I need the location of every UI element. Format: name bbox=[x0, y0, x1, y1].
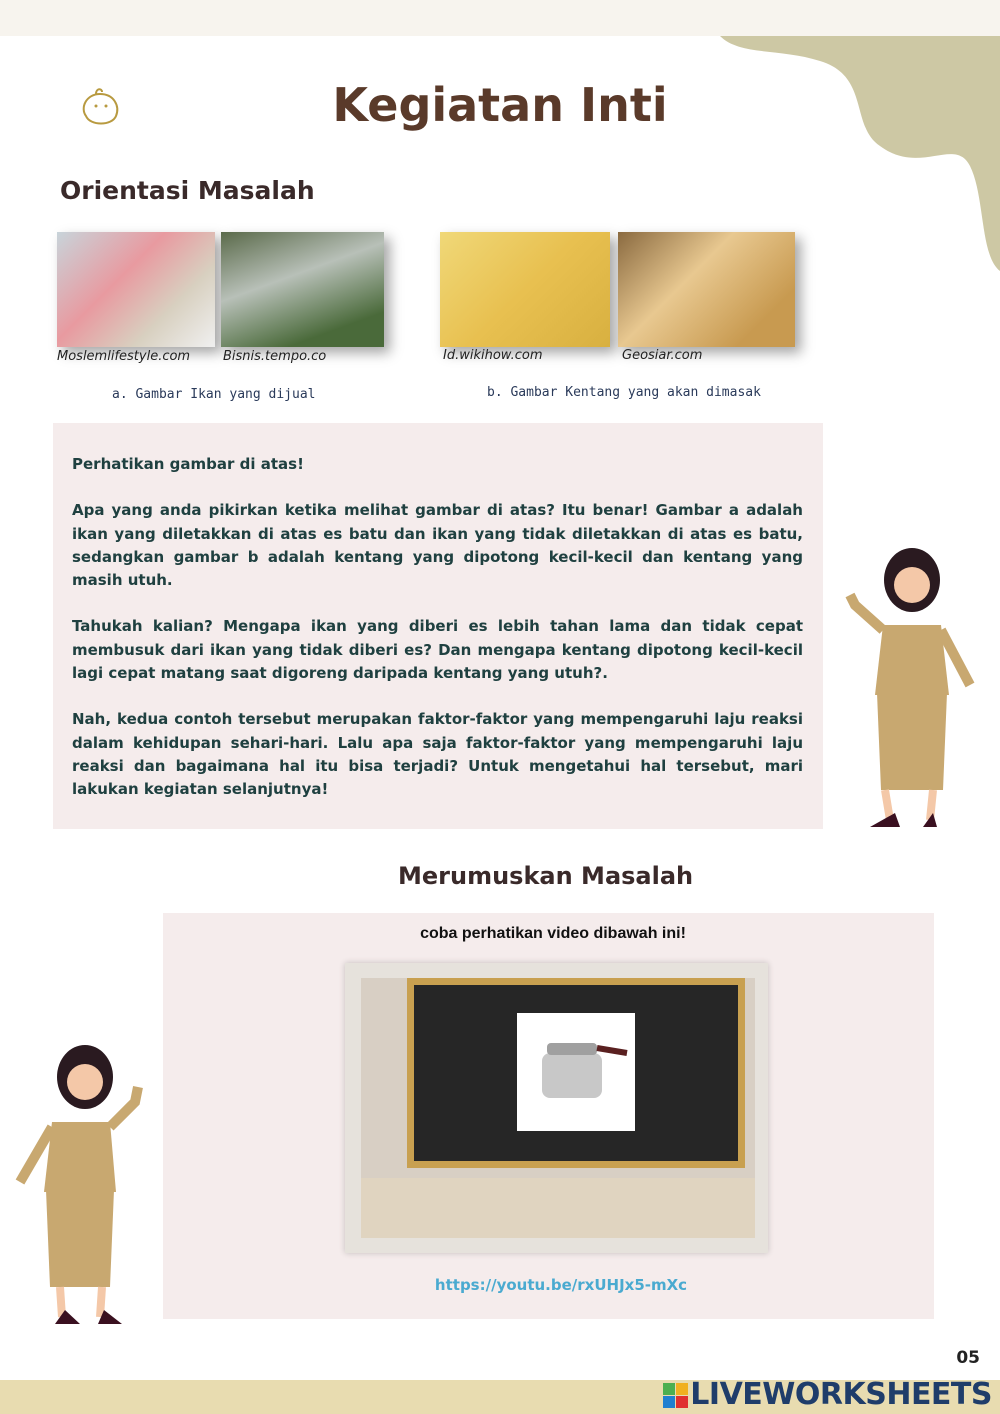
brand-name: LIVEWORKSHEETS bbox=[690, 1377, 992, 1412]
teacher-illustration bbox=[10, 1042, 145, 1327]
potato-photo-1 bbox=[440, 232, 610, 347]
top-bar bbox=[0, 0, 1000, 36]
potato-photo-2 bbox=[618, 232, 795, 347]
paragraph: Apa yang anda pikirkan ketika melihat gambar di atas? Itu benar! Gambar a adalah ikan yang diletakkan di atas es batu dan ikan yang tidak diletakkan di atas es batu, sedangkan gambar b adalah kentang yang dipotong kecil-kecil dan kentang yang masih utuh. bbox=[72, 501, 803, 590]
liveworksheets-logo[interactable] bbox=[663, 1377, 992, 1412]
section-heading-merumuskan: Merumuskan Masalah bbox=[398, 862, 694, 890]
paragraph: Nah, kedua contoh tersebut merupakan faktor-faktor yang mempengaruhi laju reaksi dalam kehidupan sehari-hari. Lalu apa saja faktor-faktor yang mempengaruhi laju reaksi dan bagaimana hal itu bisa terjadi? Untuk mengetahui hal tersebut, mari lakukan kegiatan selanjutnya! bbox=[72, 710, 803, 799]
pressure-cooker-image bbox=[517, 1013, 635, 1131]
orientation-text-box bbox=[53, 423, 823, 829]
photo-source: Moslemlifestyle.com bbox=[57, 349, 191, 364]
photo-source: Geosiar.com bbox=[622, 348, 703, 363]
fish-photo-1 bbox=[57, 232, 215, 347]
video-thumbnail[interactable] bbox=[345, 963, 768, 1253]
paragraph: Perhatikan gambar di atas! bbox=[72, 455, 304, 473]
caption-a: a. Gambar Ikan yang dijual bbox=[112, 387, 316, 402]
photo-source: Id.wikihow.com bbox=[443, 348, 543, 363]
live-icon bbox=[663, 1383, 688, 1408]
caption-b: b. Gambar Kentang yang akan dimasak bbox=[487, 385, 761, 400]
page-number: 05 bbox=[956, 1348, 980, 1368]
teacher-illustration bbox=[845, 545, 980, 830]
fish-photo-2 bbox=[221, 232, 384, 347]
paragraph: Tahukah kalian? Mengapa ikan yang diberi es lebih tahan lama dan tidak cepat membusuk dari ikan yang tidak diberi es? Dan mengapa kentang dipotong kecil-kecil lagi cepat matang saat digoreng daripada kentang yang utuh?. bbox=[72, 617, 803, 683]
photo-source: Bisnis.tempo.co bbox=[223, 349, 327, 364]
section-heading-orientasi: Orientasi Masalah bbox=[60, 176, 315, 205]
video-instruction: coba perhatikan video dibawah ini! bbox=[420, 925, 686, 942]
page-title: Kegiatan Inti bbox=[332, 78, 668, 132]
youtube-link[interactable]: https://youtu.be/rxUHJx5-mXc bbox=[434, 1276, 688, 1294]
